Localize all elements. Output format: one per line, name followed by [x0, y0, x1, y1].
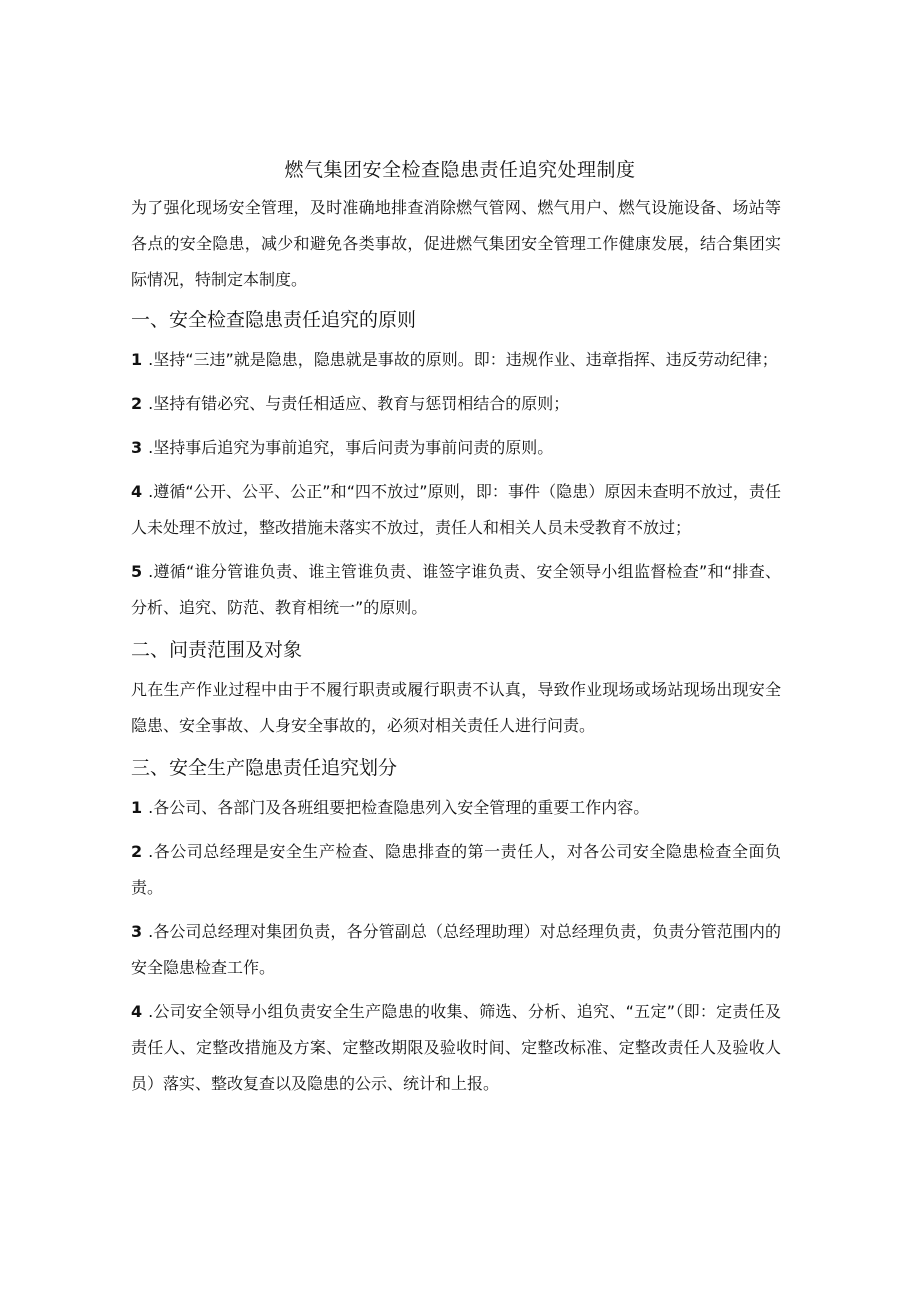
item-text: .坚持事后追究为事前追究，事后问责为事前问责的原则。 — [148, 438, 554, 457]
section-division — [131, 752, 781, 1102]
list-item — [131, 914, 781, 986]
item-number: 2 — [131, 842, 143, 861]
item-number: 5 — [131, 562, 143, 581]
item-text: .坚持有错必究、与责任相适应、教育与惩罚相结合的原则； — [148, 394, 570, 413]
list-item — [131, 474, 781, 546]
item-number: 3 — [131, 922, 143, 941]
section-principles — [131, 304, 781, 626]
intro-paragraph: 为了强化现场安全管理，及时准确地排查消除燃气管网、燃气用户、燃气设施设备、场站等各点的安全隐患，减少和避免各类事故，促进燃气集团安全管理工作健康发展，结合集团实际情况，特制定本制度。 — [131, 198, 781, 289]
document-title: 燃气集团安全检查隐患责任追究处理制度 — [284, 159, 636, 181]
section-paragraph: 凡在生产作业过程中由于不履行职责或履行职责不认真，导致作业现场或场站现场出现安全隐患、安全事故、人身安全事故的，必须对相关责任人进行问责。 — [131, 680, 781, 735]
document-body — [131, 190, 781, 1110]
item-number: 3 — [131, 438, 143, 457]
item-text: .公司安全领导小组负责安全生产隐患的收集、筛选、分析、追究、“五定”（即：定责任及责任人、定整改措施及方案、定整改期限及验收时间、定整改标准、定整改责任人及验收人员）落实、整改复查以及隐患的公示、统计和上报。 — [131, 1002, 781, 1093]
list-item — [131, 386, 781, 422]
item-number: 4 — [131, 1002, 143, 1021]
item-number: 4 — [131, 482, 143, 501]
item-text: .各公司总经理对集团负责，各分管副总（总经理助理）对总经理负责，负责分管范围内的安全隐患检查工作。 — [131, 922, 781, 977]
list-item — [131, 834, 781, 906]
item-number: 1 — [131, 350, 143, 369]
item-text: .各公司总经理是安全生产检查、隐患排查的第一责任人，对各公司安全隐患检查全面负责。 — [131, 842, 781, 897]
item-text: .遵循“公开、公平、公正”和“四不放过”原则，即：事件（隐患）原因未查明不放过，责任人未处理不放过，整改措施未落实不放过，责任人和相关人员未受教育不放过； — [131, 482, 781, 537]
item-number: 2 — [131, 394, 143, 413]
section-heading: 二、问责范围及对象 — [131, 639, 303, 661]
list-item — [131, 994, 781, 1102]
item-number: 1 — [131, 798, 143, 817]
list-item — [131, 430, 781, 466]
item-text: .坚持“三违”就是隐患，隐患就是事故的原则。即：违规作业、违章指挥、违反劳动纪律； — [148, 350, 778, 369]
list-item — [131, 554, 781, 626]
item-text: .遵循“谁分管谁负责、谁主管谁负责、谁签字谁负责、安全领导小组监督检查”和“排查、分析、追究、防范、教育相统一”的原则。 — [131, 562, 781, 617]
list-item — [131, 790, 781, 826]
section-heading: 一、安全检查隐患责任追究的原则 — [131, 309, 417, 331]
section-heading: 三、安全生产隐患责任追究划分 — [131, 757, 398, 779]
item-text: .各公司、各部门及各班组要把检查隐患列入安全管理的重要工作内容。 — [148, 798, 650, 817]
list-item — [131, 342, 781, 378]
section-scope — [131, 634, 781, 744]
